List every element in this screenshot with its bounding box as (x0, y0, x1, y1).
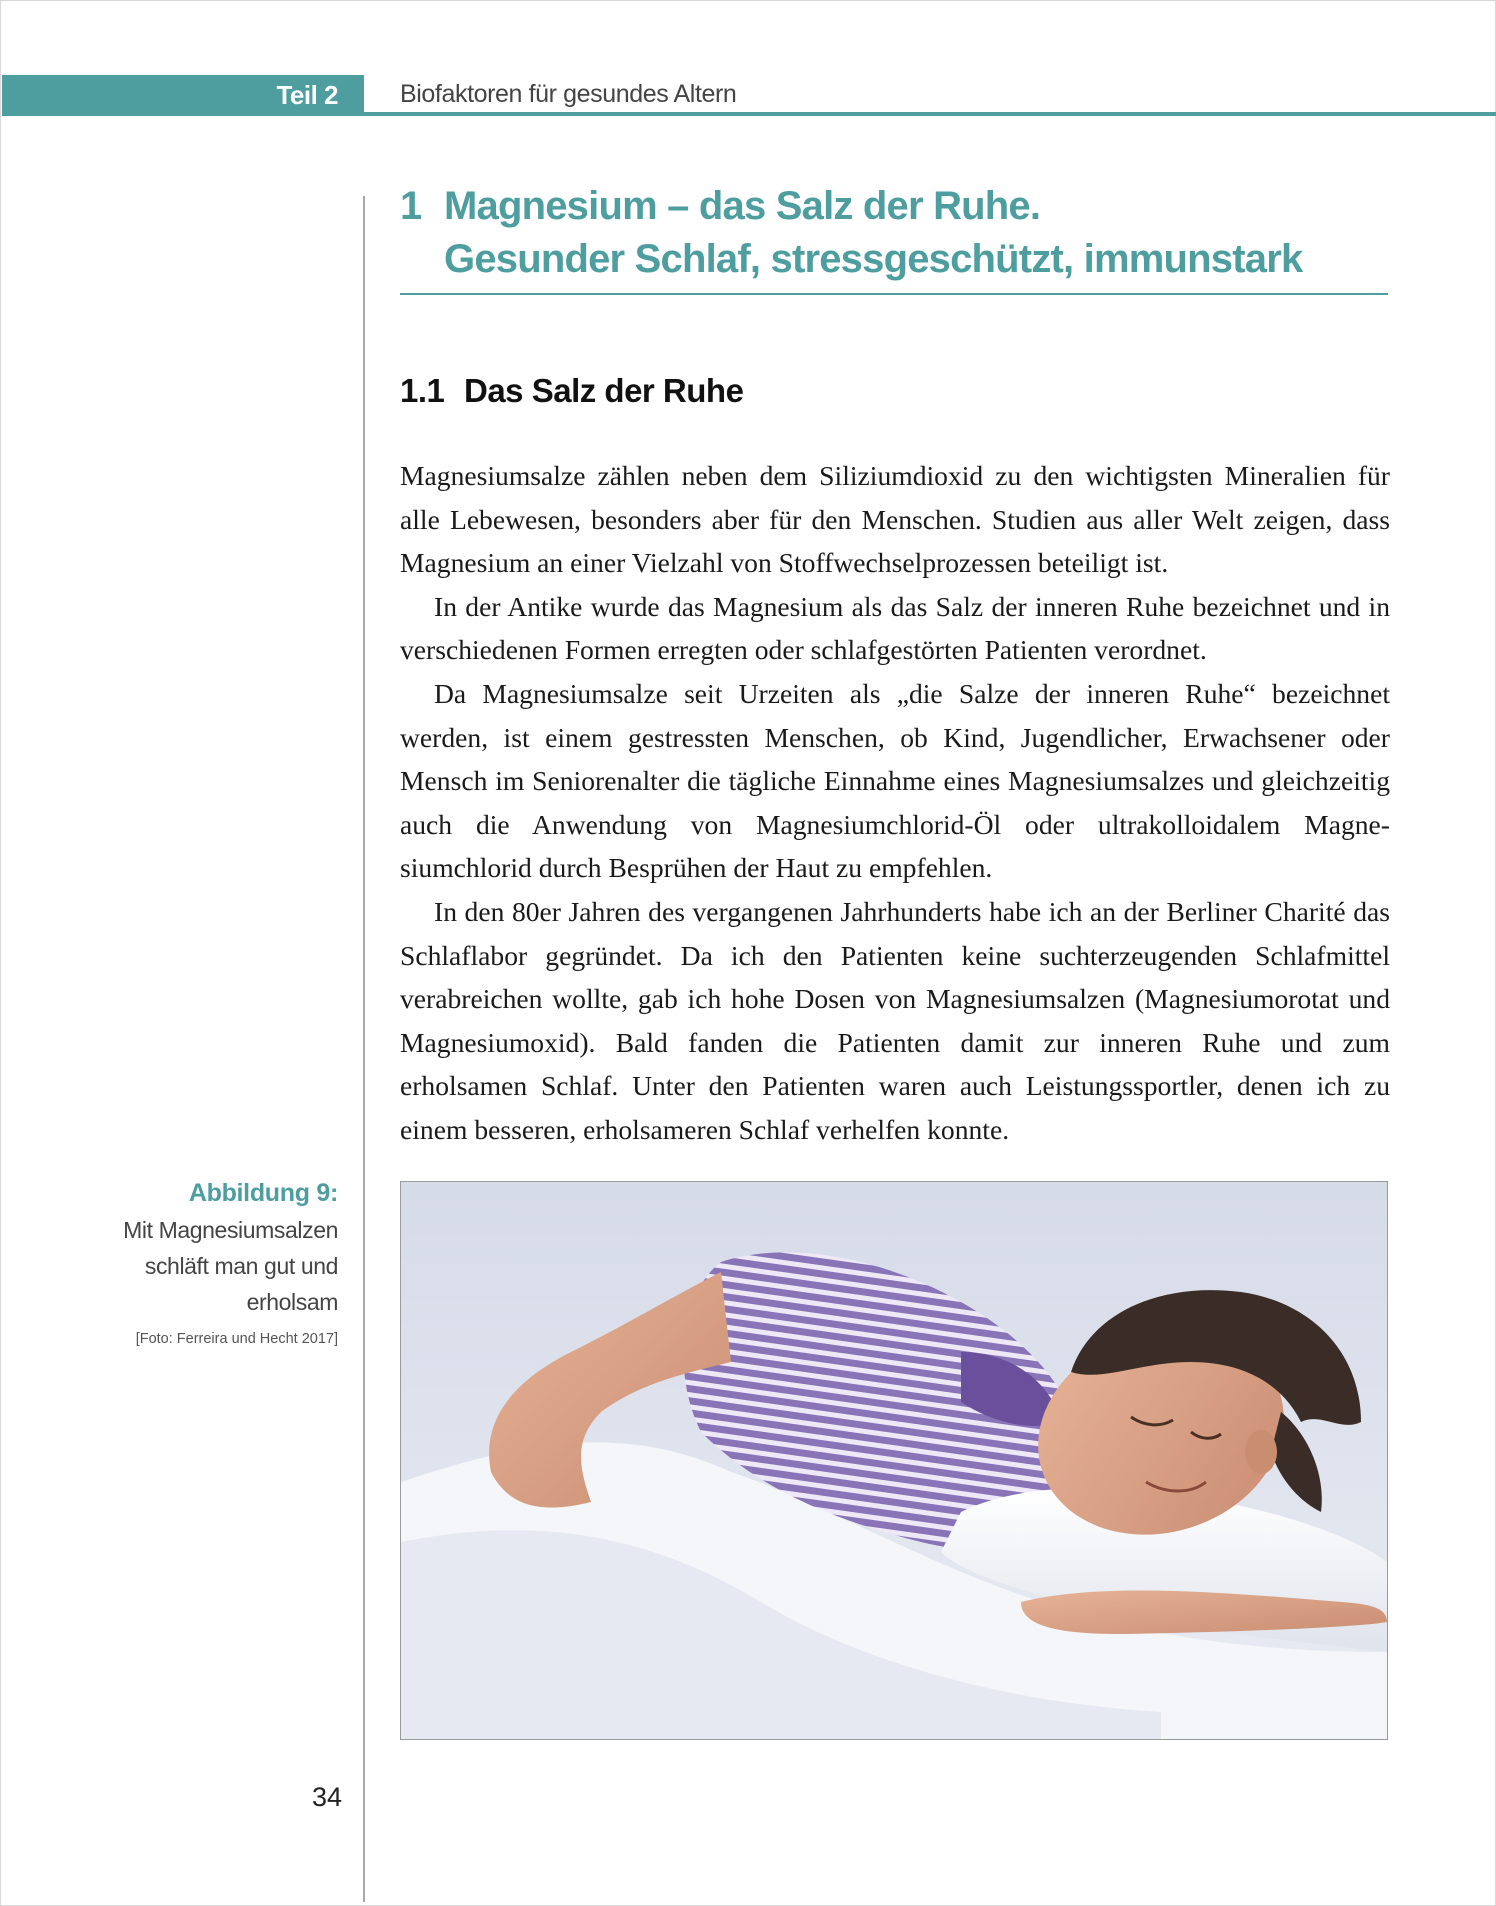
paragraph-2: In der Antike wurde das Magnesium als das Salz der inneren Ruhe bezeichnet und in verschiedenen Formen erregten oder schlafgestörten Patienten verordnet. (400, 590, 1390, 666)
chapter-title-line1: Magnesium – das Salz der Ruhe. (444, 184, 1041, 228)
header-part-label: Teil 2 (276, 80, 338, 110)
figure-credit: [Foto: Ferreira und Hecht 2017] (135, 1331, 338, 1347)
sleeping-man-illustration (401, 1182, 1387, 1739)
paragraph-1: Magnesiumsalze zählen neben dem Siliziumdioxid zu den wichtigsten Mineralien für alle Lebewesen, besonders aber für den Menschen. Studien aus aller Welt zeigen, dass Magnesium an einer Vielzahl von Stoffwechselprozessen beteiligt ist. (400, 460, 1390, 579)
page-number: 34 (312, 1782, 343, 1812)
figure-label: Abbildung 9: (188, 1179, 338, 1207)
header-subtitle: Biofaktoren für gesundes Altern (400, 80, 737, 108)
header-rule (364, 112, 1496, 116)
chapter-title (400, 180, 1390, 286)
section-title (400, 372, 743, 410)
figure-caption-line: schläft man gut und (144, 1253, 338, 1279)
figure-caption-line: Mit Magnesiumsalzen (123, 1217, 338, 1243)
header-part-bar (2, 75, 364, 116)
sleeping-man-photo (400, 1181, 1388, 1740)
chapter-underline (400, 293, 1388, 295)
body-text (400, 454, 1390, 1152)
section-number: 1.1 (400, 372, 445, 409)
figure-caption (118, 1174, 338, 1352)
figure-caption-line: erholsam (246, 1289, 338, 1315)
chapter-title-line2: Gesunder Schlaf, stressgeschützt, immunstark (444, 237, 1303, 281)
chapter-number: 1 (400, 184, 422, 228)
section-title-text: Das Salz der Ruhe (464, 372, 744, 409)
paragraph-4: In den 80er Jahren des vergangenen Jahrhunderts habe ich an der Berliner Charité das Schlaflabor gegründet. Da ich den Patienten keine suchterzeugenden Schlafmittel verabreichen wollte, gab ich hohe Dosen von Magnesiumsalzen (Magnesiumorotat und Magnesiumoxid). Bald fanden die Patienten damit zur inneren Ruhe und zum erholsamen Schlaf. Unter den Patienten waren auch Leistungssportler, denen ich zu einem besseren, erholsameren Schlaf verhelfen konnte. (400, 895, 1390, 1145)
paragraph-3: Da Magnesiumsalze seit Urzeiten als „die Salze der inneren Ruhe“ bezeichnet werden, ist einem gestressten Menschen, ob Kind, Jugendlicher, Erwachsener oder Mensch im Seniorenalter die tägliche Einnahme eines Magnesiumsalzes und gleichzeitig auch die Anwendung von Magnesiumchlorid-Öl oder ultrakolloidalem Magnesiumchlorid durch Besprühen der Haut zu empfehlen. (400, 677, 1390, 884)
margin-rule (363, 196, 365, 1902)
